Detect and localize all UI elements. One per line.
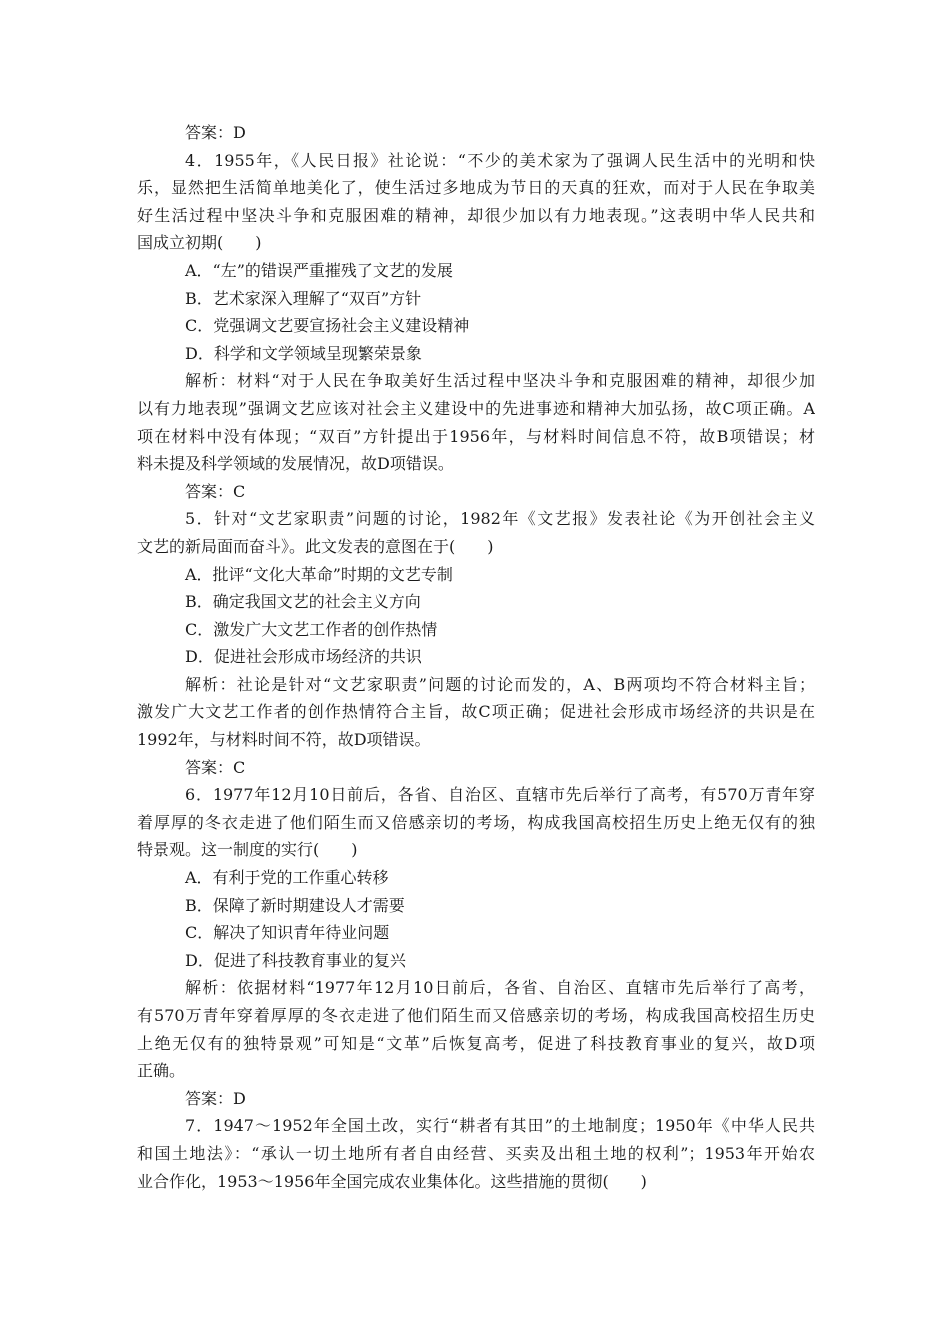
question-6-stem-line: 特景观。这一制度的实行( ) bbox=[137, 840, 358, 860]
question-7 bbox=[137, 1112, 815, 1195]
question-4 bbox=[137, 147, 815, 506]
question-6-option-b: B．保障了新时期建设人才需要 bbox=[185, 895, 405, 915]
question-7-stem-line: 业合作化，1953～1956年全国完成农业集体化。这些措施的贯彻( ) bbox=[137, 1171, 647, 1191]
question-6-analysis-line: 解析：依据材料“1977年12月10日前后，各省、自治区、直辖市先后举行了高考， bbox=[185, 978, 815, 998]
question-4-option-d: D．科学和文学领域呈现繁荣景象 bbox=[185, 343, 422, 363]
question-4-analysis-line: 以有力地表现”强调文艺应该对社会主义建设中的先进事迹和精神大加弘扬，故C项正确。A bbox=[137, 398, 815, 418]
question-4-stem-line: 国成立初期( ) bbox=[137, 233, 262, 253]
question-7-stem-line: 和国土地法》：“承认一切土地所有者自由经营、买卖及出租土地的权利”；1953年开始农 bbox=[137, 1143, 815, 1163]
question-6-analysis-line: 上绝无仅有的独特景观”可知是“文革”后恢复高考，促进了科技教育事业的复兴，故D项 bbox=[137, 1033, 815, 1053]
question-5-stem-line: 5．针对“文艺家职责”问题的讨论，1982年《文艺报》发表社论《为开创社会主义 bbox=[185, 509, 815, 529]
question-5-option-b: B．确定我国文艺的社会主义方向 bbox=[185, 592, 421, 612]
question-5 bbox=[137, 505, 815, 781]
question-4-stem-line: 好生活过程中坚决斗争和克服困难的精神，却很少加以有力地表现。”这表明中华人民共和 bbox=[137, 205, 815, 225]
question-6-option-c: C．解决了知识青年待业问题 bbox=[185, 923, 390, 943]
question-6-stem-line: 着厚厚的冬衣走进了他们陌生而又倍感亲切的考场，构成我国高校招生历史上绝无仅有的独 bbox=[137, 812, 815, 832]
question-6-answer: 答案：D bbox=[185, 1088, 246, 1108]
question-4-answer: 答案：C bbox=[185, 481, 246, 501]
question-6-analysis-line: 正确。 bbox=[137, 1061, 186, 1081]
question-6-analysis-line: 有570万青年穿着厚厚的冬衣走进了他们陌生而又倍感亲切的考场，构成我国高校招生历史 bbox=[137, 1006, 815, 1025]
question-5-option-a: A．批评“文化大革命”时期的文艺专制 bbox=[185, 564, 453, 584]
question-4-analysis-line: 项在材料中没有体现；“双百”方针提出于1956年，与材料时间信息不符，故B项错误；材 bbox=[137, 426, 815, 446]
question-5-analysis-line: 激发广大文艺工作者的创作热情符合主旨，故C项正确；促进社会形成市场经济的共识是在 bbox=[137, 702, 815, 722]
question-5-option-d: D．促进社会形成市场经济的共识 bbox=[185, 647, 422, 667]
question-6-stem-line: 6．1977年12月10日前后，各省、自治区、直辖市先后举行了高考，有570万青年穿 bbox=[185, 785, 815, 805]
previous-answer: 答案：D bbox=[185, 123, 246, 142]
question-5-analysis-line: 1992年，与材料时间不符，故D项错误。 bbox=[137, 730, 431, 750]
question-6-option-a: A．有利于党的工作重心转移 bbox=[185, 868, 389, 888]
question-6-option-d: D．促进了科技教育事业的复兴 bbox=[185, 950, 406, 970]
question-4-option-c: C．党强调文艺要宣扬社会主义建设精神 bbox=[185, 316, 470, 336]
question-4-option-a: A．“左”的错误严重摧残了文艺的发展 bbox=[185, 260, 453, 280]
question-4-analysis-line: 料未提及科学领域的发展情况，故D项错误。 bbox=[137, 454, 454, 474]
question-4-analysis-line: 解析：材料“对于人民在争取美好生活过程中坚决斗争和克服困难的精神，却很少加 bbox=[185, 371, 815, 391]
question-5-answer: 答案：C bbox=[185, 757, 246, 777]
question-4-option-b: B．艺术家深入理解了“双百”方针 bbox=[185, 288, 422, 308]
question-5-option-c: C．激发广大文艺工作者的创作热情 bbox=[185, 619, 438, 639]
question-4-stem-line: 4．1955年，《人民日报》社论说：“不少的美术家为了强调人民生活中的光明和快 bbox=[185, 150, 815, 170]
question-7-stem-line: 7．1947～1952年全国土改，实行“耕者有其田”的土地制度；1950年《中华人民共 bbox=[185, 1116, 815, 1136]
question-5-stem-line: 文艺的新局面而奋斗》。此文发表的意图在于( ) bbox=[137, 536, 494, 556]
document-page bbox=[137, 119, 815, 1195]
question-5-analysis-line: 解析：社论是针对“文艺家职责”问题的讨论而发的，A、B两项均不符合材料主旨； bbox=[185, 674, 815, 694]
question-6 bbox=[137, 781, 815, 1112]
question-4-stem-line: 乐，显然把生活简单地美化了，使生活过多地成为节日的天真的狂欢，而对于人民在争取美 bbox=[137, 178, 815, 198]
